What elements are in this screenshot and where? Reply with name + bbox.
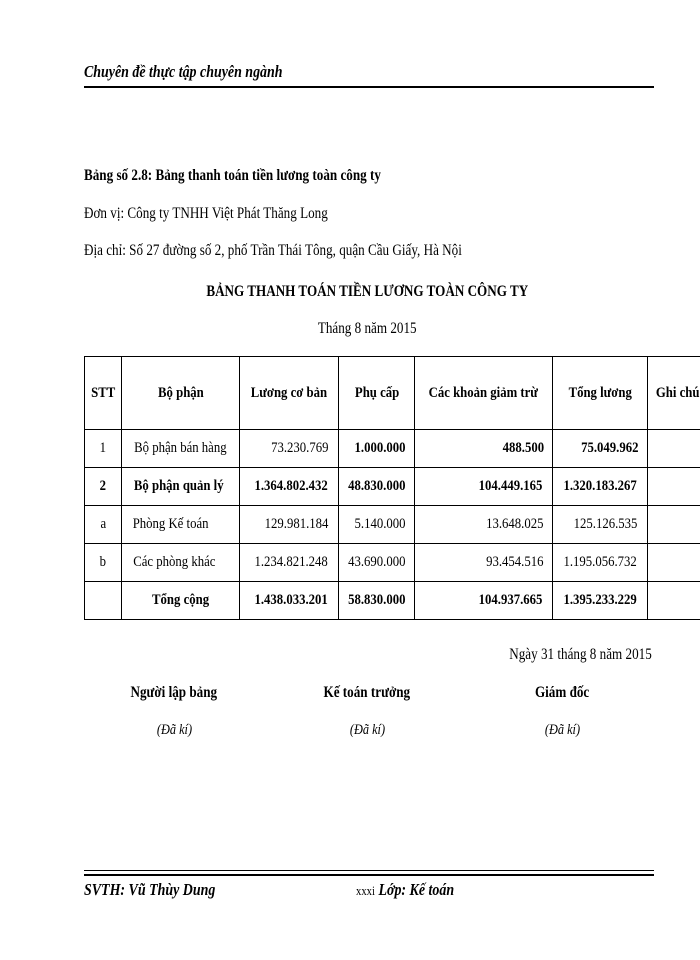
cell-total: 1.395.233.229 <box>553 582 648 620</box>
col-header-base-salary: Lương cơ bản <box>240 357 339 430</box>
cell-total: 75.049.962 <box>553 430 648 468</box>
table-row <box>85 468 700 506</box>
cell-deductions: 93.454.516 <box>415 544 553 582</box>
cell-base: 1.234.821.248 <box>240 544 339 582</box>
col-header-department: Bộ phận <box>122 357 240 430</box>
cell-total: 125.126.535 <box>553 506 648 544</box>
table-caption: Bảng số 2.8: Bảng thanh toán tiền lương toàn công ty <box>84 167 381 184</box>
cell-deductions: 488.500 <box>415 430 553 468</box>
cell-total: 1.195.056.732 <box>553 544 648 582</box>
cell-base: 129.981.184 <box>240 506 339 544</box>
cell-base: 73.230.769 <box>240 430 339 468</box>
signature-chief-accountant-status: (Đã kí) <box>349 722 385 738</box>
cell-allowance: 5.140.000 <box>338 506 415 544</box>
signature-preparer-role: Người lập bảng <box>130 684 218 701</box>
cell-base: 1.364.802.432 <box>240 468 339 506</box>
cell-department: Bộ phận bán hàng <box>122 430 240 468</box>
cell-deductions: 13.648.025 <box>415 506 553 544</box>
table-row <box>85 544 700 582</box>
col-header-total: Tổng lương <box>553 357 648 430</box>
footer-class: Lớp: Kế toán <box>378 880 455 899</box>
footer-student: SVTH: Vũ Thùy Dung <box>84 880 216 899</box>
cell-department: Bộ phận quản lý <box>122 468 240 506</box>
cell-total-label: Tổng cộng <box>122 582 240 620</box>
cell-deductions: 104.449.165 <box>415 468 553 506</box>
cell-base: 1.438.033.201 <box>240 582 339 620</box>
cell-allowance: 43.690.000 <box>338 544 415 582</box>
signature-preparer-status: (Đã kí) <box>156 722 192 738</box>
page-header: Chuyên đề thực tập chuyên ngành <box>84 62 283 81</box>
cell-stt: 1 <box>85 430 122 468</box>
date-line: Ngày 31 tháng 8 năm 2015 <box>509 646 652 663</box>
footer-rule-thin <box>84 870 654 871</box>
col-header-allowance: Phụ cấp <box>338 357 415 430</box>
cell-department: Phòng Kế toán <box>122 506 240 544</box>
col-header-deductions: Các khoản giảm trừ <box>415 357 553 430</box>
footer-rule-thick <box>84 874 654 876</box>
cell-allowance: 48.830.000 <box>338 468 415 506</box>
document-title: BẢNG THANH TOÁN TIỀN LƯƠNG TOÀN CÔNG TY <box>206 283 529 300</box>
table-row <box>85 506 700 544</box>
signature-chief-accountant-role: Kế toán trưởng <box>323 684 411 701</box>
cell-note <box>648 506 700 544</box>
footer-page-class <box>356 880 454 900</box>
cell-note <box>648 582 700 620</box>
salary-table <box>84 356 700 620</box>
signature-director-status: (Đã kí) <box>544 722 580 738</box>
page-number: xxxi <box>356 883 375 898</box>
cell-stt: a <box>85 506 122 544</box>
cell-deductions: 104.937.665 <box>415 582 553 620</box>
unit-line: Đơn vị: Công ty TNHH Việt Phát Thăng Long <box>84 205 328 222</box>
col-header-stt: STT <box>85 357 122 430</box>
cell-note <box>648 468 700 506</box>
cell-department: Các phòng khác <box>122 544 240 582</box>
cell-stt <box>85 582 122 620</box>
signature-director-role: Giám đốc <box>534 684 590 701</box>
cell-allowance: 1.000.000 <box>338 430 415 468</box>
table-total-row <box>85 582 700 620</box>
address-line: Địa chỉ: Số 27 đường số 2, phố Trần Thái Tông, quận Cầu Giấy, Hà Nội <box>84 242 462 259</box>
table-header-row <box>85 357 700 430</box>
header-rule <box>84 86 654 88</box>
cell-total: 1.320.183.267 <box>553 468 648 506</box>
cell-note <box>648 430 700 468</box>
table-row <box>85 430 700 468</box>
col-header-note: Ghi chú <box>648 357 700 430</box>
period-line: Tháng 8 năm 2015 <box>318 320 417 337</box>
cell-stt: b <box>85 544 122 582</box>
cell-stt: 2 <box>85 468 122 506</box>
cell-note <box>648 544 700 582</box>
cell-allowance: 58.830.000 <box>338 582 415 620</box>
